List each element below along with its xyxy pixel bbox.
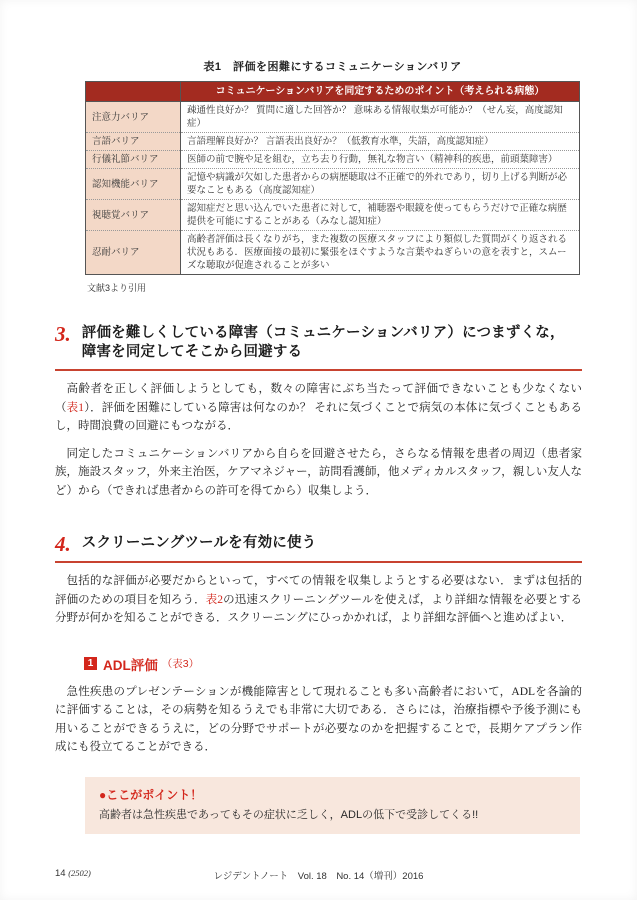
table-row: [86, 169, 580, 200]
section-3-rule: [55, 369, 582, 371]
table1-caption: 表1 評価を困難にするコミュニケーションバリア: [203, 61, 462, 73]
page-number-paren: (2502): [68, 868, 91, 878]
row-label: 認知機能バリア: [86, 169, 181, 200]
communication-barrier-table: [85, 81, 580, 275]
table-row: [86, 231, 580, 275]
table1-block: [85, 58, 580, 275]
adl-subsection-heading: [84, 654, 582, 674]
adl-paragraph: 急性疾患のプレゼンテーションが機能障害として現れることも多い高齢者において，ADLを各論的に評価することは，その病勢を知るうえでも非常に大切である．さらには，治療指標や予後予測にも用いることができるうえに，どの分野でサポートが必要なのかを把握することで，長期ケアプラン作成にも役立てることができる．: [55, 685, 582, 753]
adl-subsection-title: ADL評価: [103, 657, 158, 673]
page-number-value: 14: [55, 868, 66, 879]
table-header-cell: コミュニケーションバリアを同定するためのポイント（考えられる病態）: [181, 82, 580, 102]
section-3-title-line1: 評価を難しくしている障害（コミュニケーションバリア）につまずくな，: [81, 325, 565, 341]
section-3-title: [82, 324, 565, 362]
table2-reference: 表2: [205, 593, 224, 606]
table3-reference: （表3）: [161, 658, 200, 670]
table-row: [86, 151, 580, 169]
section-4-heading: [55, 534, 582, 554]
numbered-square-icon: 1: [84, 657, 97, 670]
row-text: 言語理解良好か？ 言語表出良好か？（低教育水準，失語，高度認知症）: [181, 133, 580, 151]
page-content: [55, 58, 582, 834]
section-4: [55, 534, 582, 628]
row-label: 行儀礼節バリア: [86, 151, 181, 169]
section-3-number: 3.: [55, 322, 71, 346]
journal-title: レジデントノート Vol. 18 No. 14（増刊）2016: [213, 871, 424, 882]
page-number: [55, 868, 91, 879]
table-header-empty-cell: [86, 82, 181, 102]
table-row: [86, 102, 580, 133]
paragraph-text: 高齢者を正しく評価しようとしても，数々の障害にぶち当たって評価できないことも少なくない（: [55, 383, 582, 414]
row-text: 認知症だと思い込んでいた患者に対して，補聴器や眼鏡を使ってもらうだけで正確な病歴提供を可能にすることがある（みなし認知症）: [181, 200, 580, 231]
section-3-title-line2: 障害を同定してそこから回避する: [81, 344, 303, 360]
table-row: [86, 133, 580, 151]
table1-reference: 表1: [66, 401, 85, 414]
section-4-title: スクリーニングツールを有効に使う: [81, 535, 317, 551]
section-3-heading: [55, 324, 582, 362]
row-text: 記憶や病識が欠如した患者からの病歴聴取は不正確で的外れであり，切り上げる判断が必要なこともある（高度認知症）: [181, 169, 580, 200]
table-row: [86, 200, 580, 231]
paragraph-text: 包括的な評価が必要だからといって，すべての情報を収集しようとする必要はない．まずは包括的評価のための項目を知ろう．: [55, 575, 582, 606]
section-4-number: 4.: [55, 532, 71, 556]
row-label: 忍耐バリア: [86, 231, 181, 275]
row-text: 疎通性良好か？ 質問に適した回答か？ 意味ある情報収集が可能か？（せん妄，高度認知症）: [181, 102, 580, 133]
row-text: 高齢者評価は長くなりがち，また複数の医療スタッフにより類似した質問がくり返される状況もある．医療面接の最初に緊張をほぐすような言葉やねぎらいの意を表すと，スムーズな聴取が促進されることが多い: [181, 231, 580, 275]
table-header-row: [86, 82, 580, 102]
point-callout-box: [85, 777, 580, 834]
section-4-paragraph: [55, 572, 582, 628]
point-box-title: ●ここがポイント！: [99, 787, 203, 802]
section-3: [55, 324, 582, 500]
row-label: 視聴覚バリア: [86, 200, 181, 231]
section-4-rule: [55, 561, 582, 563]
paragraph-text: ）．評価を困難にしている障害は何なのか？ それに気づくことで病気の本体に気づくこともあるし，時間浪費の回避にもつながる．: [55, 401, 583, 432]
section-3-paragraph-1: [55, 380, 582, 436]
section-3-paragraph-2: 同定したコミュニケーションバリアから自らを回避させたら，さらなる情報を患者の周辺（患者家族，施設スタッフ，外来主治医，ケアマネジャー，訪問看護師，他メディカルスタッフ，親しい友人など）から（できれば患者からの許可を得てから）収集しよう．: [55, 447, 582, 497]
paragraph-text: の迅速スクリーニングツールを使えば，より詳細な情報を必要とする分野が何かを知ることができる．スクリーニングにひっかかれば，より詳細な評価へと進めばよい．: [55, 593, 582, 624]
row-label: 注意力バリア: [86, 102, 181, 133]
table1-source-note: 文献3より引用: [87, 283, 147, 293]
row-text: 医師の前で腕や足を組む，立ち去り行動，無礼な物言い（精神科的疾患，前頭葉障害）: [181, 151, 580, 169]
row-label: 言語バリア: [86, 133, 181, 151]
point-box-text: 高齢者は急性疾患であってもその症状に乏しく，ADLの低下で受診してくる!!: [99, 808, 479, 821]
